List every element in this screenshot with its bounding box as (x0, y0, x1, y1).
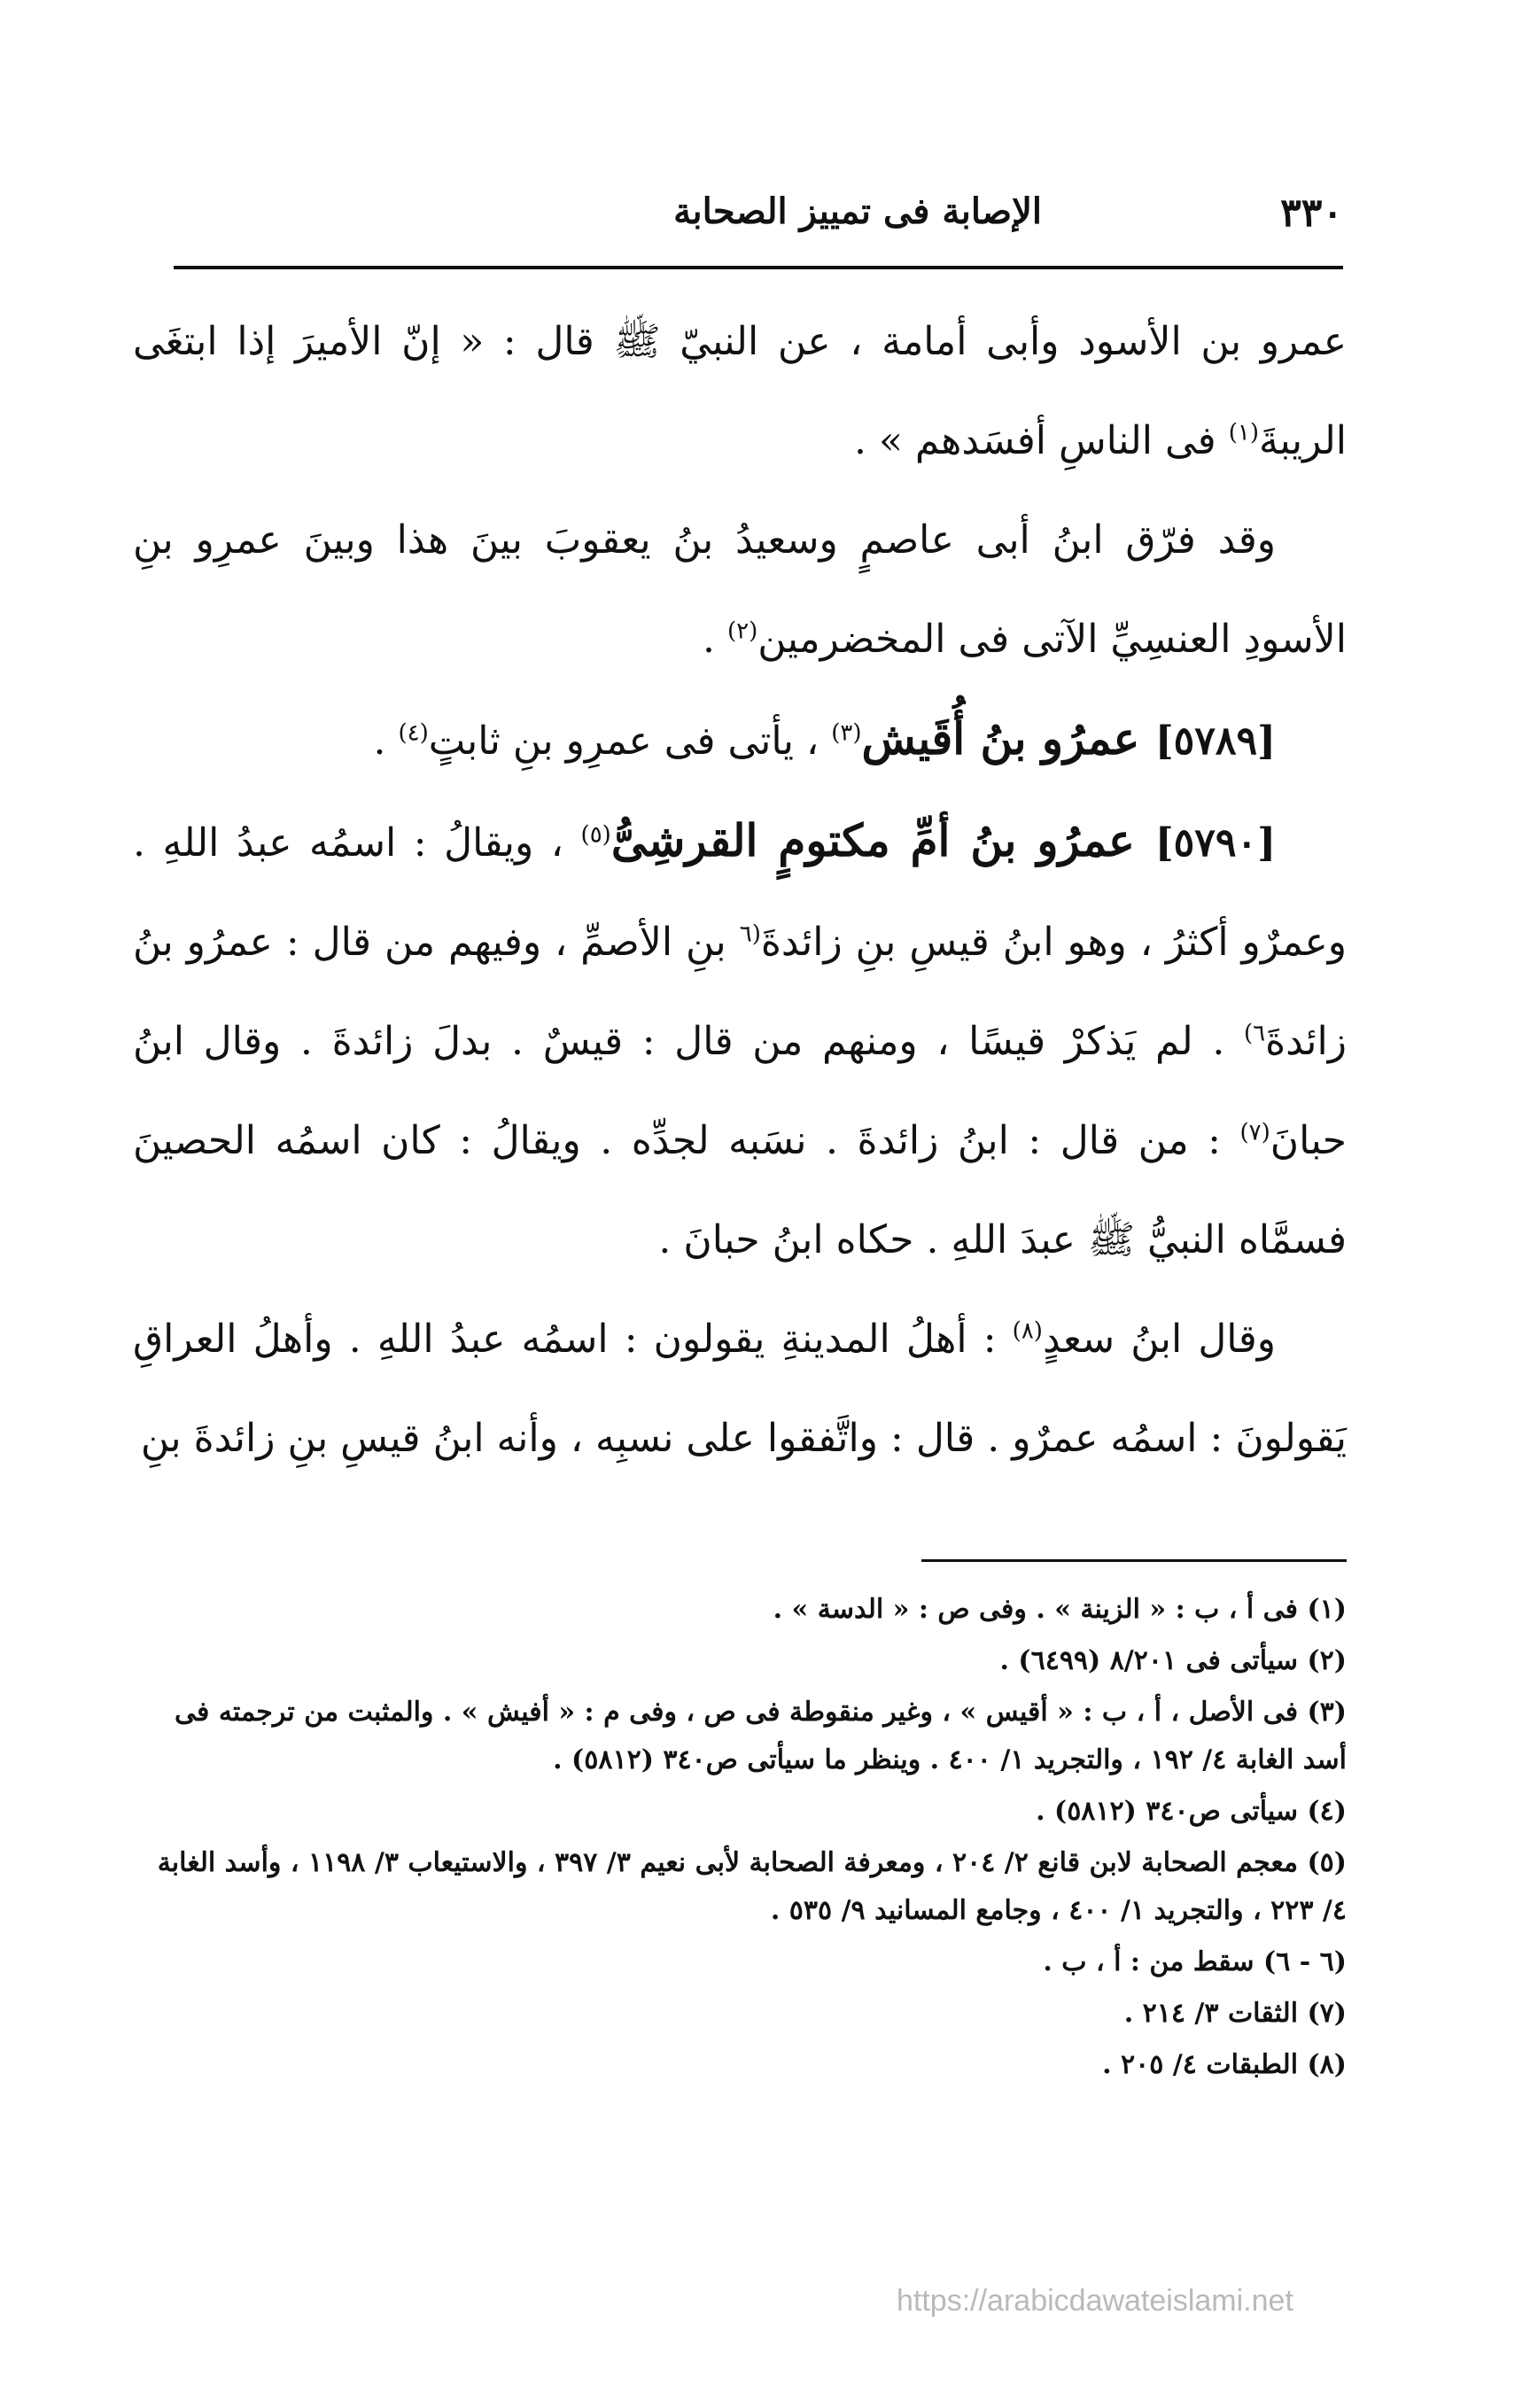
footnote-ref: (٧) (1239, 1119, 1270, 1146)
footnote: (١) فى أ ، ب : « الزينة » . وفى ص : « الدسة » . (773, 1594, 1347, 1625)
footnote: (٨) الطبقات ٤/ ٢٠٥ . (1102, 2049, 1347, 2080)
watermark-url: https://arabicdawateislami.net (897, 2284, 1293, 2318)
footnote-ref: (٤) (398, 719, 429, 747)
footnote: (٢) سيأتى فى ٨/٢٠١ (٦٤٩٩) . (999, 1645, 1347, 1676)
main-text (133, 292, 1347, 1488)
entry-number: [٥٧٩٠] (1154, 820, 1277, 866)
footnotes (133, 1586, 1347, 2093)
footnote-divider (921, 1559, 1347, 1562)
footnote: (٥) معجم الصحابة لابن قانع ٢/ ٢٠٤ ، ومعرفة الصحابة لأبى نعيم ٣/ ٣٩٧ ، والاستيعاب ٣/ ١١٩٨ ، وأسد الغابة ٤/ ٢٢٣ ، والتجريد ١/ ٤٠٠ ، وجامع المسانيد ٩/ ٥٣٥ . (157, 1847, 1347, 1926)
biography-entry-5789: [٥٧٨٩] عمرُو بنُ أُقَيش$^{(٣)}$ ، يأتى فى عمرِو بنِ ثابتٍ$^{(٤)}$ . (373, 712, 1276, 765)
page-header (174, 190, 1343, 244)
page-number: ٣٣٠ (1280, 190, 1343, 236)
footnote: (٣) فى الأصل ، أ ، ب : « أقيس » ، وغير منقوطة فى ص ، وفى م : « أفيش » . والمثبت من ترجمته فى أسد الغابة ٤/ ١٩٢ ، والتجريد ١/ ٤٠٠ . وينظر ما سيأتى ص٣٤٠ (٥٨١٢) . (175, 1697, 1347, 1775)
book-title: الإصابة فى تمييز الصحابة (673, 190, 1042, 232)
footnote: (٧) الثقات ٣/ ٢١٤ . (1123, 1998, 1347, 2029)
entry-number: [٥٧٨٩] (1154, 719, 1276, 764)
footnote-ref: (٥) (580, 821, 611, 849)
footnote-ref: ٦) (1244, 1020, 1266, 1047)
footnote-ref: (١) (1228, 419, 1259, 447)
header-divider (174, 266, 1343, 269)
paragraph-continuation: عمرو بن الأسود وأبى أمامة ، عن النبيّ ﷺ قال : « إنّ الأميرَ إذا ابتغَى الريبةَ$^{(١)}$ فى الناسِ أفسَدهم » . (133, 319, 1347, 463)
entry-name: عمرُو بنُ أمِّ مكتومٍ القرشِىُّ (610, 814, 1155, 866)
entry-name: عمرُو بنُ أُقَيش (861, 712, 1155, 765)
paragraph: وقد فرّق ابنُ أبى عاصمٍ وسعيدُ بنُ يعقوبَ بينَ هذا وبينَ عمرِو بنِ الأسودِ العنسِيِّ الآتى فى المخضرمين$^{(٢)}$ . (133, 517, 1347, 662)
footnote-ref: (٣) (831, 719, 862, 747)
footnote: (٦ - ٦) سقط من : أ ، ب . (1043, 1946, 1347, 1977)
footnote-ref: (٦ (739, 920, 761, 948)
footnote: (٤) سيأتى ص٣٤٠ (٥٨١٢) . (1036, 1796, 1347, 1827)
biography-entry-5790: [٥٧٩٠] عمرُو بنُ أمِّ مكتومٍ القرشِىُّ$^{(٥)}$ ، ويقالُ : اسمُه عبدُ اللهِ . وعمرٌو أكثرُ ، وهو ابنُ قيسِ بنِ زائدةَ$^{(٦}$ بنِ الأصمِّ ، وفيهم من قال : عمرُو بنُ زائدةَ$^{٦)}$ . لم يَذكرْ قيسًا ، ومنهم من قال : قيسٌ . بدلَ زائدةَ . وقال ابنُ حبانَ$^{(٧)}$ : من قال : ابنُ زائدةَ . نسَبه لجدِّه . ويقالُ : كان اسمُه الحصينَ فسمَّاه النبيُّ ﷺ عبدَ اللهِ . حكاه ابنُ حبانَ . (133, 814, 1347, 1262)
footnote-ref: (٢) (727, 618, 758, 645)
footnote-ref: (٨) (1012, 1317, 1043, 1345)
paragraph: وقال ابنُ سعدٍ$^{(٨)}$ : أهلُ المدينةِ يقولون : اسمُه عبدُ اللهِ . وأهلُ العراقِ يَقولونَ : اسمُه عمرٌو . قال : واتَّفقوا على نسبِه ، وأنه ابنُ قيسِ بنِ زائدةَ بنِ (133, 1317, 1347, 1461)
